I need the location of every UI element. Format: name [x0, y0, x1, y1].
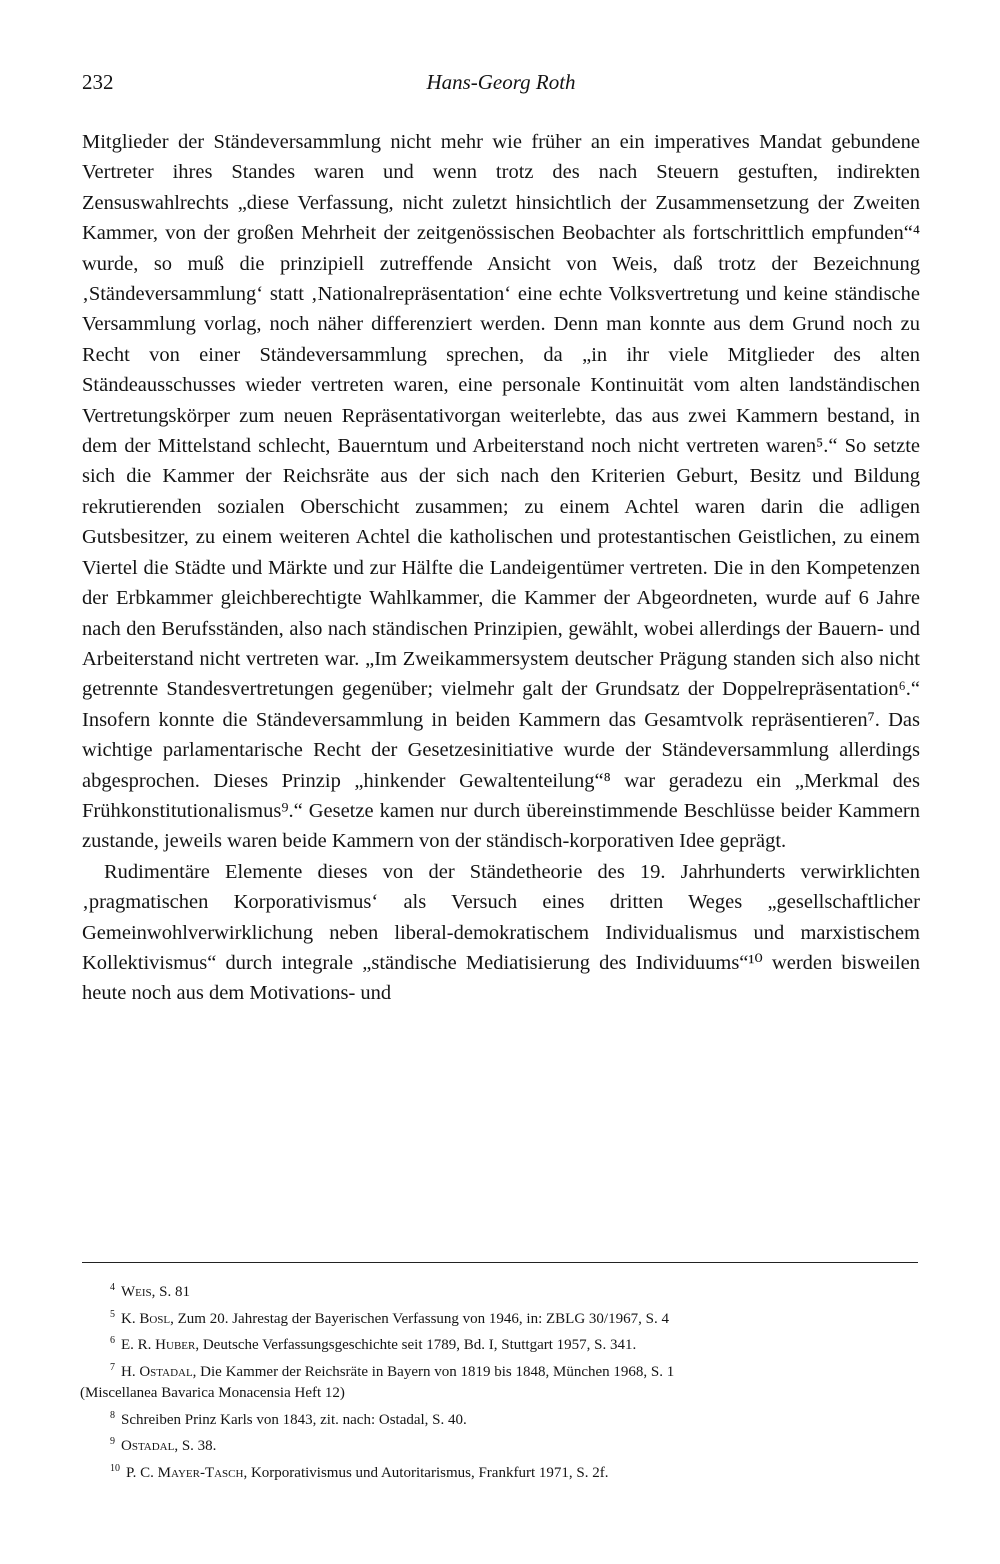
footnote-4: [82, 1277, 920, 1304]
running-head: Hans-Georg Roth: [426, 70, 576, 94]
footnote-author: K. Bosl: [121, 1310, 171, 1327]
footnote-9: [82, 1431, 920, 1458]
footnote-author: H. Ostadal: [121, 1363, 193, 1380]
footnote-text: Schreiben Prinz Karls von 1843, zit. nach: Ostadal, S. 40.: [121, 1411, 467, 1428]
page-number: 232: [82, 70, 114, 94]
footnote-number: 6: [110, 1335, 115, 1346]
footnote-text: (Miscellanea Bavarica Monacensia Heft 12): [80, 1385, 345, 1401]
footnote-7-continued: [82, 1383, 920, 1405]
footnote-author: E. R. Huber: [121, 1337, 196, 1353]
paragraph-1: Mitglieder der Ständeversammlung nicht mehr wie früher an ein imperatives Mandat gebundene Vertreter ihres Standes waren und wenn trotz des nach Steuern gestuften, indirekten Zensuswahlrechts „diese Verfassung, nicht zuletzt hinsichtlich der Zusammensetzung der Zweiten Kammer, von der großen Mehrheit der zeitgenössischen Beobachter als fortschrittlich empfunden“⁴ wurde, so muß die prinzipiell zutreffende Ansicht von Weis, daß trotz der Bezeichnung ‚Ständeversammlung‘ statt ‚Nationalrepräsentation‘ eine echte Volksvertretung und keine ständische Versammlung vorlag, noch näher differenziert werden. Denn man konnte aus dem Grund noch zu Recht von einer Ständeversammlung sprechen, da „in ihr viele Mitglieder des alten Ständeausschusses wieder vertreten waren, eine personale Kontinuität vom alten landständischen Vertretungskörper zum neuen Repräsentativorgan weiterlebte, das aus zwei Kammern bestand, in dem der Mittelstand schlecht, Bauerntum und Arbeiterstand noch nicht vertreten waren⁵.“ So setzte sich die Kammer der Reichsräte aus der sich nach den Kriterien Geburt, Besitz und Bildung rekrutierenden sozialen Oberschicht zusammen; zu einem Achtel waren darin die adligen Gutsbesitzer, zu einem weiteren Achtel die katholischen und protestantischen Geistlichen, zu einem Viertel die Städte und Märkte und zur Hälfte die Landeigentümer vertreten. Die in den Kompetenzen der Erbkammer gleichberechtigte Wahlkammer, die Kammer der Abgeordneten, wurde auf 6 Jahre nach den Berufsständen, also nach ständischen Prinzipien, gewählt, wobei allerdings der Bauern- und Arbeiterstand nicht vertreten war. „Im Zweikammersystem deutscher Prägung standen sich also nicht getrennte Standesvertretungen gegenüber; vielmehr galt der Grundsatz der Doppelrepräsentation⁶.“ Insofern konnte die Ständeversammlung in beiden Kammern das Gesamtvolk repräsentieren⁷. Das wichtige parlamentarische Recht der Gesetzesinitiative wurde der Ständeversammlung allerdings abgesprochen. Dieses Prinzip „hinkender Gewaltenteilung“⁸ war geradezu ein „Merkmal des Frühkonstitutionalismus⁹.“ Gesetze kamen nur durch übereinstimmende Beschlüsse beider Kammern zustande, jeweils waren beide Kammern von der ständisch-korporativen Idee geprägt.: [82, 131, 920, 853]
footnote-author: P. C. Mayer-Tasch: [126, 1464, 244, 1481]
body-text: [82, 127, 920, 1009]
footnote-8: [82, 1405, 920, 1432]
footnote-7: [82, 1357, 920, 1384]
footnote-number: 4: [110, 1282, 115, 1293]
footnote-text: , Deutsche Verfassungsgeschichte seit 1789, Bd. I, Stuttgart 1957, S. 341.: [195, 1337, 637, 1353]
footnote-5: [82, 1304, 920, 1331]
footnote-separator: [82, 1262, 918, 1263]
footnote-number: 7: [110, 1361, 115, 1373]
footnote-10: [82, 1458, 920, 1485]
footnote-text: , S. 81: [151, 1284, 191, 1300]
footnotes: [82, 1277, 920, 1484]
footnote-number: 10: [110, 1462, 120, 1474]
footnote-text: , Zum 20. Jahrestag der Bayerischen Verfassung von 1946, in: ZBLG 30/1967, S. 4: [170, 1310, 669, 1327]
footnote-number: 5: [110, 1308, 115, 1320]
paragraph-2: Rudimentäre Elemente dieses von der Ständetheorie des 19. Jahrhunderts verwirklichten ‚pragmatischen Korporativismus‘ als Versuch eines dritten Weges „gesellschaftlicher Gemeinwohlverwirklichung neben liberal-demokratischem Individualismus und marxistischem Kollektivismus“ durch integrale „ständische Mediatisierung des Individuums“¹⁰ werden bisweilen heute noch aus dem Motivations- und: [82, 860, 920, 1005]
footnote-text: , Korporativismus und Autoritarismus, Frankfurt 1971, S. 2f.: [243, 1464, 609, 1481]
footnote-number: 8: [110, 1409, 115, 1421]
footnote-author: Ostadal: [121, 1438, 175, 1454]
footnote-author: Weis: [121, 1284, 152, 1300]
footnote-text: , S. 38.: [174, 1438, 217, 1454]
page-header: [82, 70, 920, 100]
footnote-text: , Die Kammer der Reichsräte in Bayern von 1819 bis 1848, München 1968, S. 1: [192, 1363, 675, 1380]
footnote-number: 9: [110, 1436, 115, 1447]
footnote-6: [82, 1330, 920, 1357]
